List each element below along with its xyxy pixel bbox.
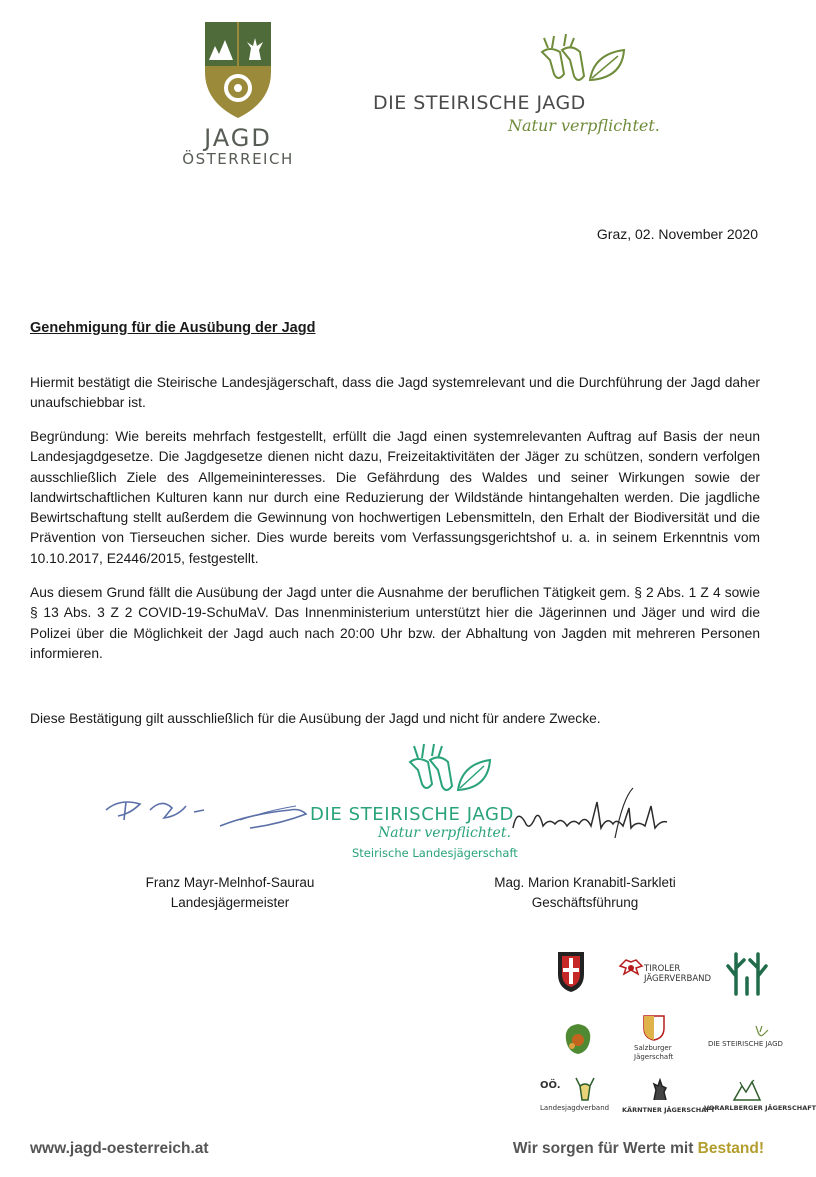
paragraph-2: Begründung: Wie bereits mehrfach festgestellt, erfüllt die Jagd einen systemrelevanten Auftrag auf Basis der neun Landesjagdgesetze. Die Jagdgesetze dienen nicht dazu, Freizeitaktivitäten der Jäger zu schützen, sondern verfolgen ausschließlich Ziele des Allgemeininteresses. Die Gefährdung des Waldes und seiner Wirkungen sowie der landwirtschaftlichen Kulturen kann nur durch eine Reduzierung der Wildstände hintangehalten werden. Die jagdliche Bewirtschaftung stellt außerdem die Gewinnung von hochwertigen Lebensmitteln, den Erhalt der Biodiversität und die Prävention von Tierseuchen sicher. Dies wurde bereits vom Verfassungsgerichtshof u. a. in seinem Erkenntnis vom 10.10.2017, E2446/2015, festgestellt. (30, 429, 760, 566)
letter-subject: Genehmigung für die Ausübung der Jagd (30, 320, 316, 336)
logo-jagd-text: JAGD (204, 124, 272, 152)
deer-leaf-icon (530, 30, 630, 92)
signer-right (470, 873, 700, 913)
signer-left (130, 873, 330, 913)
small-deer-icon (752, 1024, 772, 1040)
footer-slogan (513, 1140, 764, 1158)
paragraph-3: Aus diesem Grund fällt die Ausübung der Jagd unter die Ausnahme der beruflichen Tätigkeit gem. § 2 Abs. 1 Z 4 sowie § 13 Abs. 3 Z 2 COVID-19-SchuMaV. Das Innenministerium unterstützt hier die Jägerinnen und Jäger und wird die Polizei über die Möglichkeit der Jagd auch nach 20:00 Uhr bzw. der Abhaltung von Jagden mit mehreren Personen informieren. (30, 585, 760, 661)
partner-steirische: DIE STEIRISCHE JAGD (708, 1040, 783, 1048)
partner-vorarlberg: VORARLBERGER JÄGERSCHAFT (704, 1104, 816, 1112)
vorarlberg-antler-icon (730, 1080, 764, 1102)
shield-icon (203, 20, 273, 120)
logo-name: DIE STEIRISCHE JAGD (373, 92, 586, 114)
signer-left-role: Landesjägermeister (170, 895, 290, 910)
stamp-org: Steirische Landesjägerschaft (352, 846, 518, 860)
footer-slogan-main: Wir sorgen für Werte mit (512, 1140, 698, 1157)
footer-slogan-accent: Bestand! (697, 1140, 764, 1157)
signature-right (505, 778, 675, 858)
logo-oesterreich-text: ÖSTERREICH (182, 150, 294, 168)
salzburg-crest-icon (640, 1012, 668, 1042)
niederoesterreich-antler-icon (722, 948, 772, 998)
tirol-eagle-icon (618, 958, 644, 982)
letter-date: Graz, 02. November 2020 (596, 226, 758, 242)
signer-right-role: Geschäftsführung (531, 895, 639, 910)
wien-crest-icon (550, 948, 592, 994)
partner-ooe: Landesjagdverband (540, 1104, 610, 1112)
steirische-jagd-logo (370, 30, 660, 140)
organization-stamp (260, 740, 520, 865)
kaernten-chamois-icon (648, 1078, 672, 1102)
ooe-deer-icon (568, 1076, 602, 1106)
signer-left-name: Franz Mayr-Melnhof-Saurau (145, 875, 315, 890)
oak-leaves-icon (558, 1018, 598, 1058)
footer-url[interactable]: www.jagd-oesterreich.at (30, 1140, 209, 1157)
paragraph-4: Diese Bestätigung gilt ausschließlich für die Ausübung der Jagd und nicht für andere Zwecke. (30, 711, 601, 726)
partner-salzburg-line2: Jägerschaft (634, 1053, 674, 1061)
partner-tirol: TIROLER JÄGERVERBAND (644, 964, 712, 984)
stamp-tagline: Natur verpflichtet. (378, 825, 511, 841)
signer-right-name: Mag. Marion Kranabitl-Sarkleti (494, 875, 676, 890)
partner-kaernten: KÄRNTNER JÄGERSCHAFT (622, 1106, 716, 1114)
partner-ooe-abbr: OÖ. (540, 1080, 561, 1091)
logo-tagline: Natur verpflichtet. (508, 116, 660, 135)
stamp-name: DIE STEIRISCHE JAGD (310, 804, 515, 825)
paragraph-1: Hiermit bestätigt die Steirische Landesjägerschaft, dass die Jagd systemrelevant und die Durchführung der Jagd daher unaufschiebbar ist. (30, 375, 760, 411)
stamp-deer-icon (400, 740, 496, 802)
partner-salzburg-line1: Salzburger (634, 1044, 672, 1052)
